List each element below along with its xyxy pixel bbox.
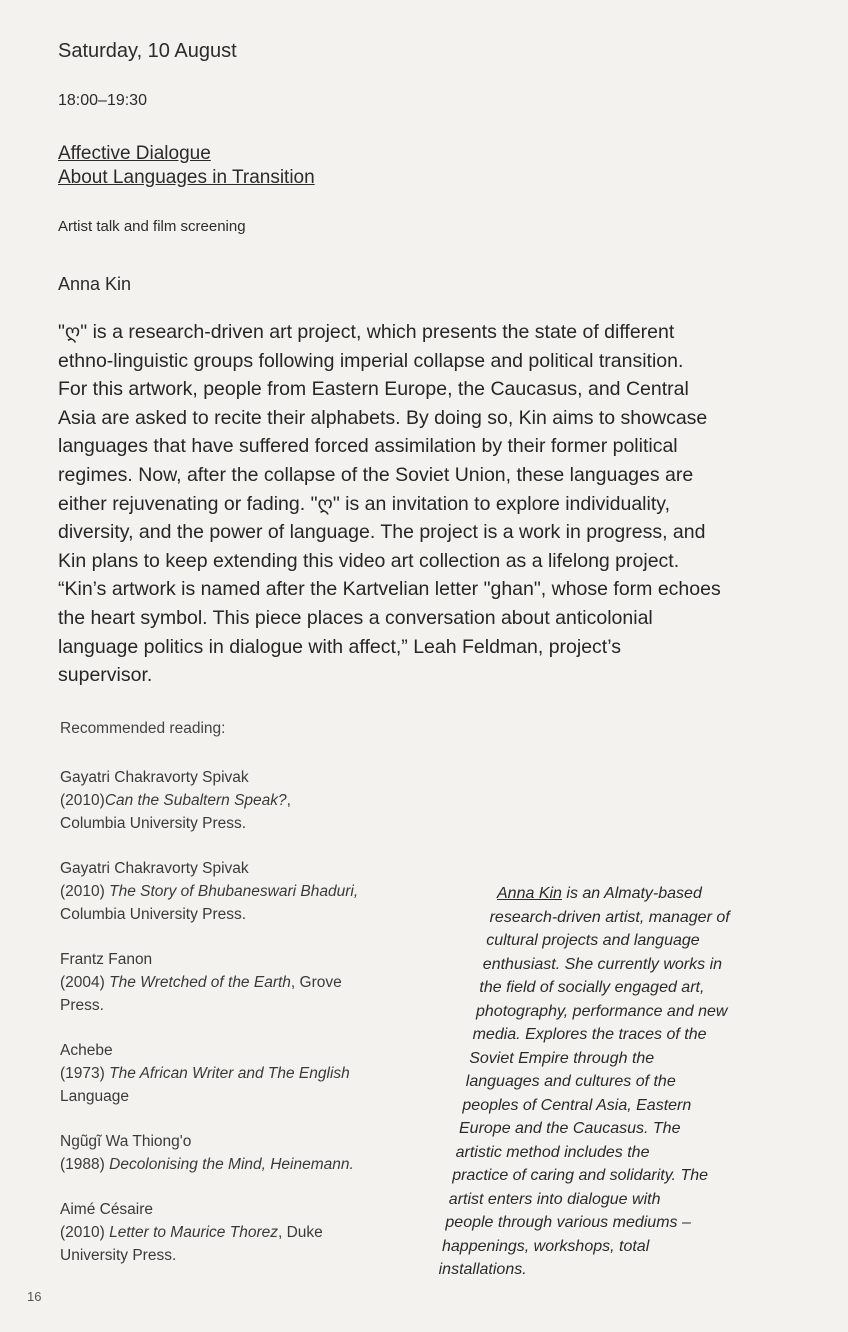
- reading-year: (2010): [60, 1224, 110, 1241]
- body-line: either rejuvenating or fading. "ღ" is an invitation to explore individuality,: [58, 492, 670, 515]
- bio-line: media. Explores the traces of the: [472, 1026, 707, 1043]
- reading-item: [60, 1198, 430, 1267]
- reading-year: (1988): [60, 1156, 110, 1173]
- reading-citation: [60, 880, 430, 903]
- bio-line: research-driven artist, manager of: [489, 908, 730, 926]
- bio-line: Europe and the Caucasus. The: [459, 1120, 681, 1137]
- project-description: [58, 318, 798, 690]
- reading-author: Ngũgĩ Wa Thiong'o: [60, 1133, 192, 1150]
- reading-citation: [60, 1062, 430, 1085]
- reading-year: (2004): [60, 974, 110, 991]
- event-title: [58, 142, 315, 190]
- bio-line: enthusiast. She currently works in: [482, 955, 723, 973]
- artist-name: Anna Kin: [58, 274, 132, 294]
- reading-item: [60, 948, 430, 1017]
- body-line: the heart symbol. This piece places a conversation about anticolonial: [58, 606, 653, 629]
- body-line: diversity, and the power of language. The project is a work in progress, and: [58, 521, 706, 544]
- reading-citation: [60, 1221, 430, 1244]
- reading-rest: , Grove: [290, 974, 342, 991]
- bio-line: cultural projects and language: [486, 932, 700, 949]
- reading-rest: , Duke: [277, 1224, 323, 1241]
- title-line: Affective Dialogue: [58, 143, 211, 164]
- body-line: ethno-linguistic groups following imperial collapse and political transition.: [58, 349, 684, 372]
- reading-year: (2010): [60, 792, 105, 809]
- reading-citation: [60, 789, 430, 812]
- reading-title: Can the Subaltern Speak?: [104, 792, 287, 809]
- reading-item: [60, 1039, 430, 1108]
- reading-publisher: University Press.: [60, 1247, 177, 1264]
- artist-bio: [440, 882, 730, 1282]
- body-line: supervisor.: [58, 664, 153, 687]
- body-line: For this artwork, people from Eastern Europe, the Caucasus, and Central: [58, 378, 689, 401]
- reading-publisher: Columbia University Press.: [60, 815, 247, 832]
- reading-author: Frantz Fanon: [60, 951, 153, 968]
- bio-line: [497, 882, 730, 906]
- bio-line: people through various mediums –: [445, 1214, 691, 1231]
- bio-line: artistic method includes the: [455, 1143, 650, 1161]
- reading-item: [60, 766, 430, 835]
- event-time: 18:00–19:30: [58, 92, 147, 109]
- bio-line: the field of socially engaged art,: [479, 979, 705, 996]
- reading-citation: [60, 1153, 430, 1176]
- reading-title: Decolonising the Mind, Heinemann.: [109, 1156, 354, 1173]
- event-subtitle: Artist talk and film screening: [58, 218, 246, 235]
- reading-year: (1973): [60, 1065, 110, 1082]
- bio-line: practice of caring and solidarity. The: [452, 1167, 709, 1184]
- reading-item: [60, 1130, 430, 1176]
- bio-line: happenings, workshops, total: [442, 1237, 650, 1255]
- title-line: About Languages in Transition: [58, 167, 315, 188]
- reading-author: Gayatri Chakravorty Spivak: [60, 860, 249, 877]
- reading-item: [60, 857, 430, 926]
- body-line: Asia are asked to recite their alphabets. By doing so, Kin aims to showcase: [58, 406, 708, 429]
- reading-title: The African Writer and The English: [109, 1065, 350, 1082]
- body-line: “Kin’s artwork is named after the Kartvelian letter "ghan", whose form echoes: [58, 578, 721, 601]
- reading-publisher: Columbia University Press.: [60, 906, 247, 923]
- reading-author: Aimé Césaire: [60, 1201, 154, 1218]
- reading-publisher: Press.: [60, 997, 104, 1014]
- bio-line: artist enters into dialogue with: [448, 1190, 661, 1208]
- bio-line: Soviet Empire through the: [469, 1049, 655, 1067]
- bio-line: photography, performance and new: [476, 1002, 728, 1020]
- body-line: regimes. Now, after the collapse of the Soviet Union, these languages are: [58, 463, 694, 486]
- body-line: "ღ" is a research-driven art project, which presents the state of different: [58, 321, 675, 343]
- bio-line: languages and cultures of the: [465, 1073, 676, 1090]
- reading-list: [60, 766, 430, 1289]
- reading-title: The Wretched of the Earth: [109, 974, 291, 991]
- reading-publisher: Language: [60, 1088, 129, 1105]
- page-number: 16: [27, 1289, 42, 1304]
- reading-author: Gayatri Chakravorty Spivak: [60, 769, 249, 786]
- body-line: Kin plans to keep extending this video art collection as a lifelong project.: [58, 549, 680, 572]
- reading-title: The Story of Bhubaneswari Bhaduri,: [109, 883, 359, 900]
- recommended-reading-label: Recommended reading:: [60, 720, 226, 737]
- bio-artist-name: Anna Kin: [497, 885, 562, 902]
- bio-line: peoples of Central Asia, Eastern: [462, 1096, 692, 1114]
- reading-citation: [60, 971, 430, 994]
- bio-line: installations.: [438, 1261, 527, 1278]
- bio-text: is an Almaty-based: [561, 885, 702, 902]
- event-date: Saturday, 10 August: [58, 40, 237, 62]
- reading-rest: ,: [286, 792, 291, 809]
- reading-title: Letter to Maurice Thorez: [109, 1224, 278, 1241]
- reading-year: (2010): [60, 883, 110, 900]
- body-line: language politics in dialogue with affect,” Leah Feldman, project’s: [58, 635, 621, 658]
- reading-author: Achebe: [60, 1042, 113, 1059]
- body-line: languages that have suffered forced assimilation by their former political: [58, 435, 678, 458]
